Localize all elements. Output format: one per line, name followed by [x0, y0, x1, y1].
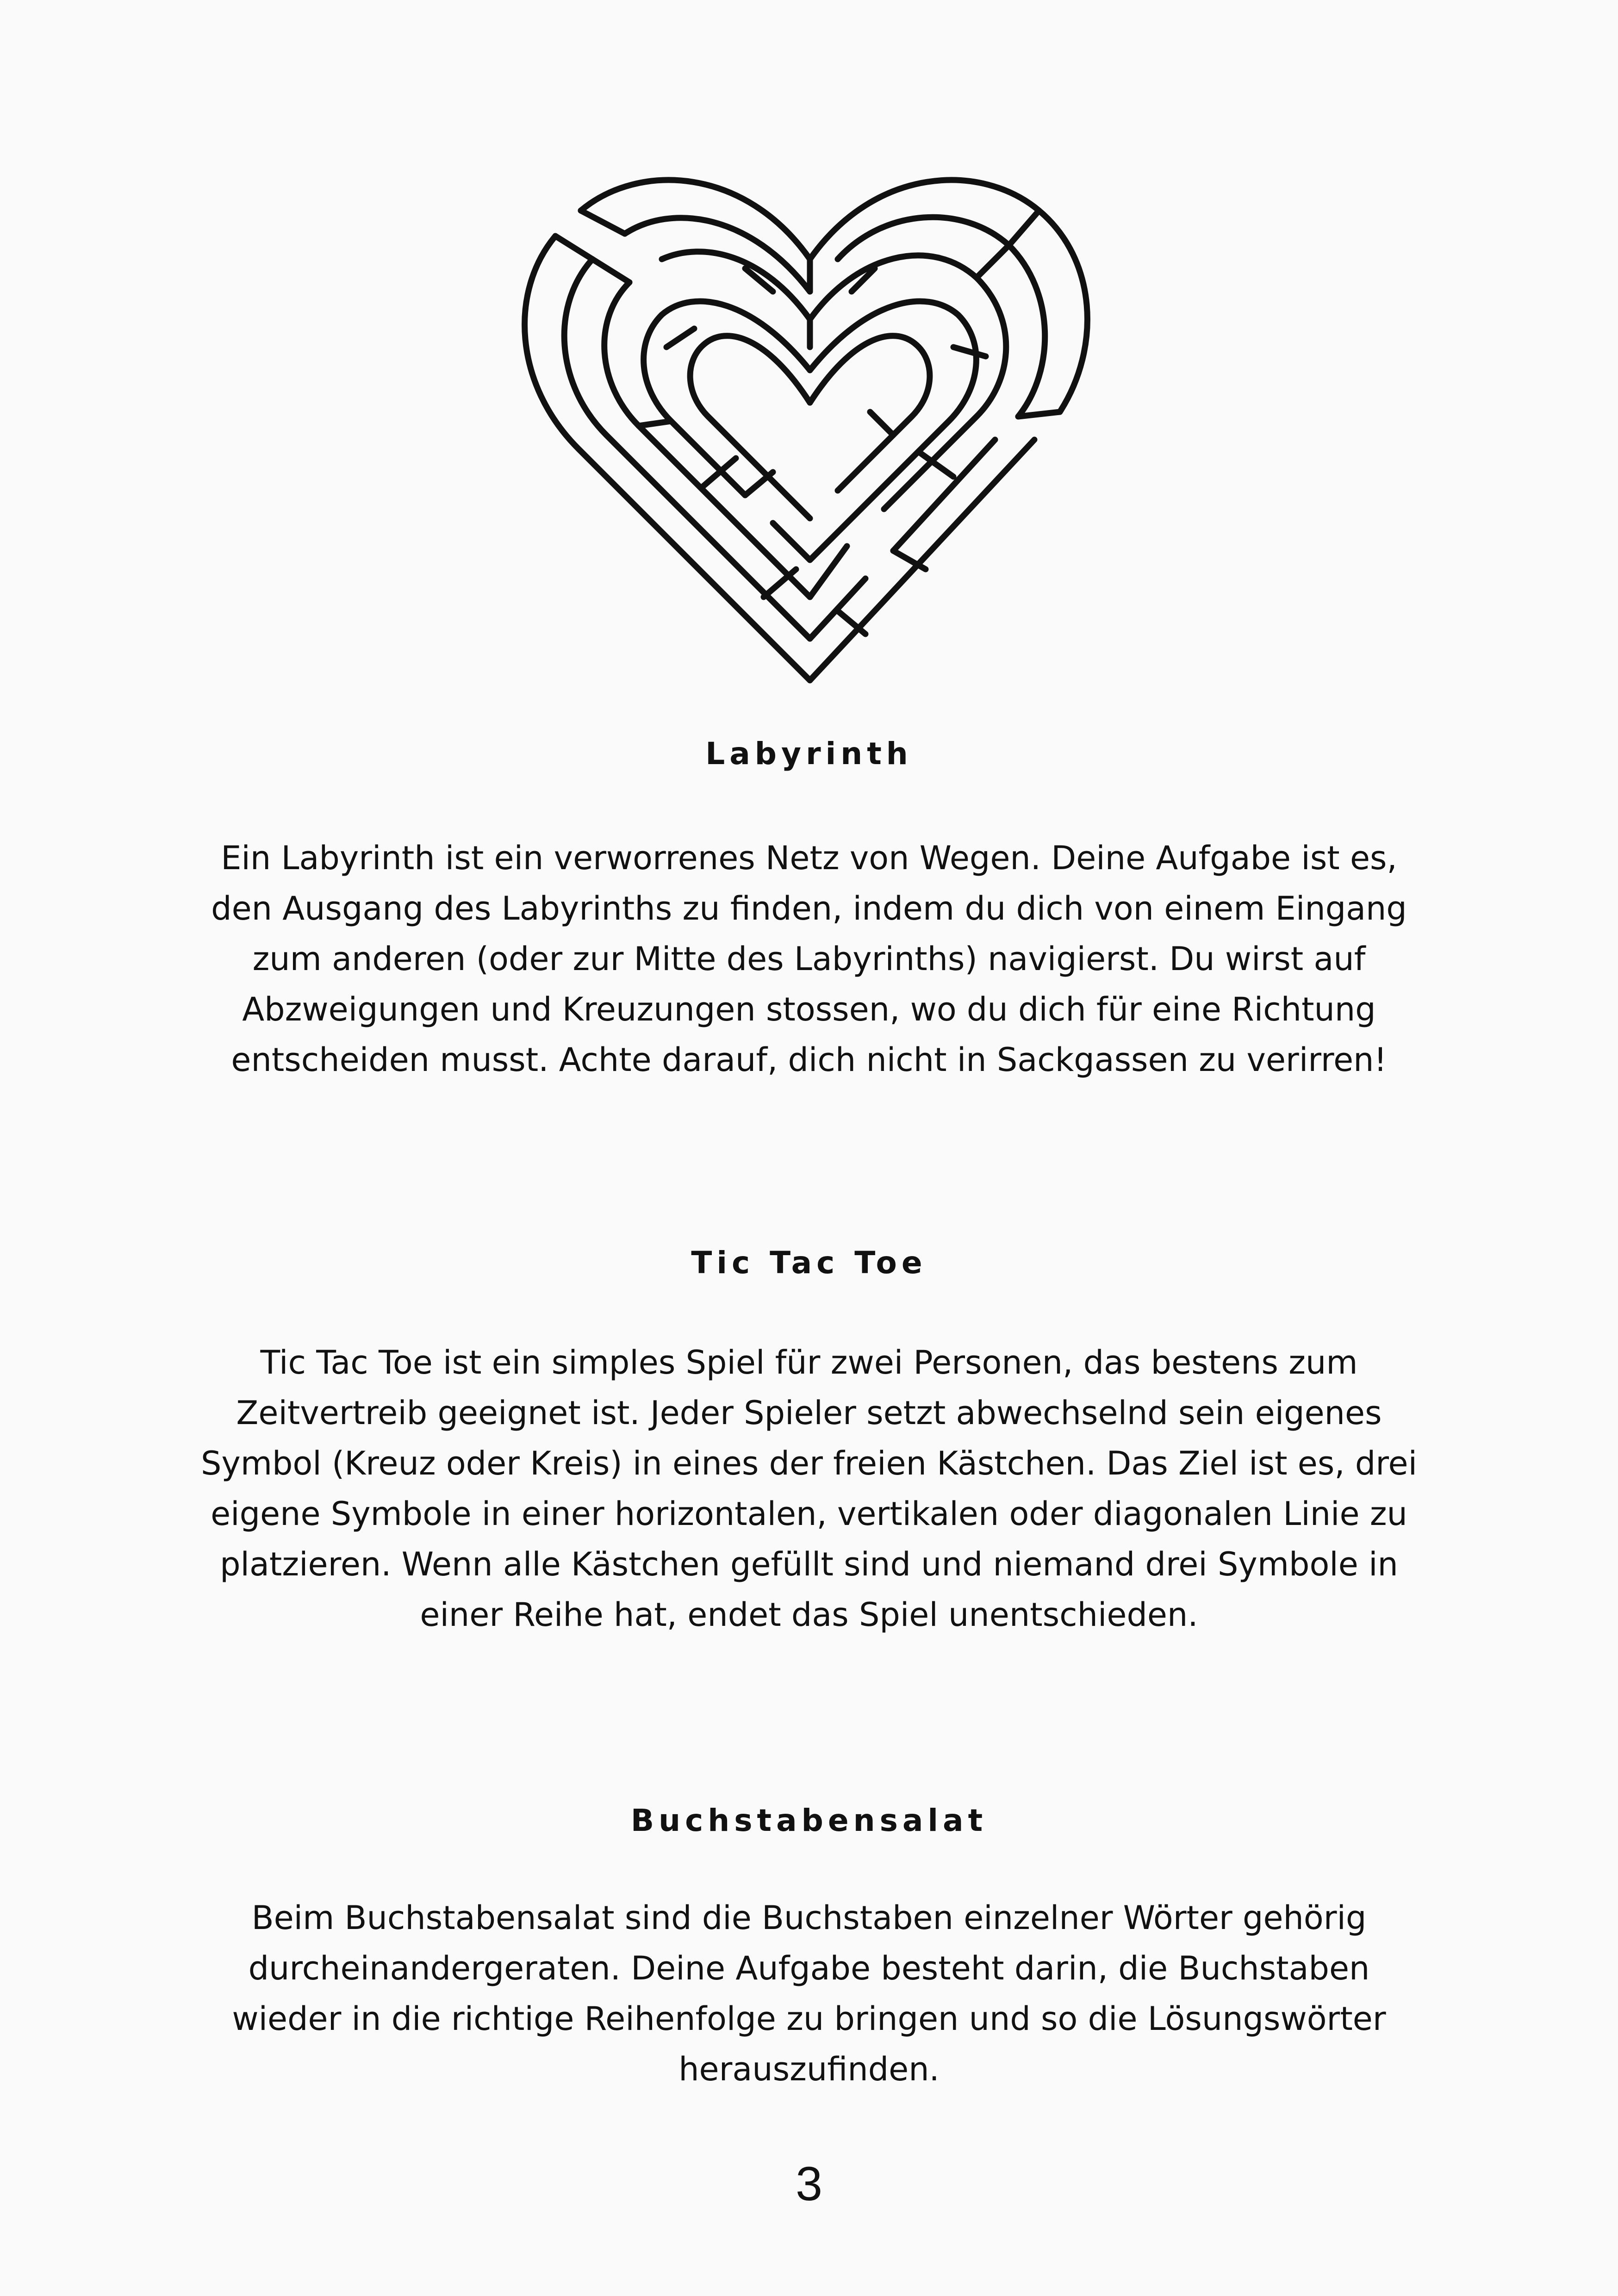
section-text-labyrinth: Ein Labyrinth ist ein verworrenes Netz von Wegen. Deine Aufgabe ist es, den Ausgang des Labyrinths zu finden, indem du dich von einem Eingang zum anderen (oder zur Mitte des Labyrinths) navigierst. Du wirst auf Abzweigungen und Kreuzungen stossen, wo du dich für eine Richtung entscheiden musst. Achte darauf, dich nicht in Sackgassen zu verirren! [211, 839, 1407, 1079]
heart-maze-icon [486, 153, 1134, 708]
section-title-buchstabensalat: Buchstabensalat [630, 1803, 988, 1838]
section-text-buchstabensalat: Beim Buchstabensalat sind die Buchstaben einzelner Wörter gehörig durcheinandergeraten. Deine Aufgabe besteht darin, die Buchstaben wieder in die richtige Reihenfolge zu bringen und so die Lösungswörter herauszufinden. [232, 1899, 1386, 2088]
section-title-tic-tac-toe: Tic Tac Toe [691, 1245, 927, 1281]
section-title-labyrinth: Labyrinth [705, 736, 913, 772]
section-text-tic-tac-toe: Tic Tac Toe ist ein simples Spiel für zwei Personen, das bestens zum Zeitvertreib geeignet ist. Jeder Spieler setzt abwechselnd sein eigenes Symbol (Kreuz oder Kreis) in eines der freien Kästchen. Das Ziel ist es, drei eigene Symbole in einer horizontalen, vertikalen oder diagonalen Linie zu platzieren. Wenn alle Kästchen gefüllt sind und niemand drei Symbole in einer Reihe hat, endet das Spiel unentschieden. [200, 1344, 1418, 1634]
page-number: 3 [796, 2157, 822, 2211]
